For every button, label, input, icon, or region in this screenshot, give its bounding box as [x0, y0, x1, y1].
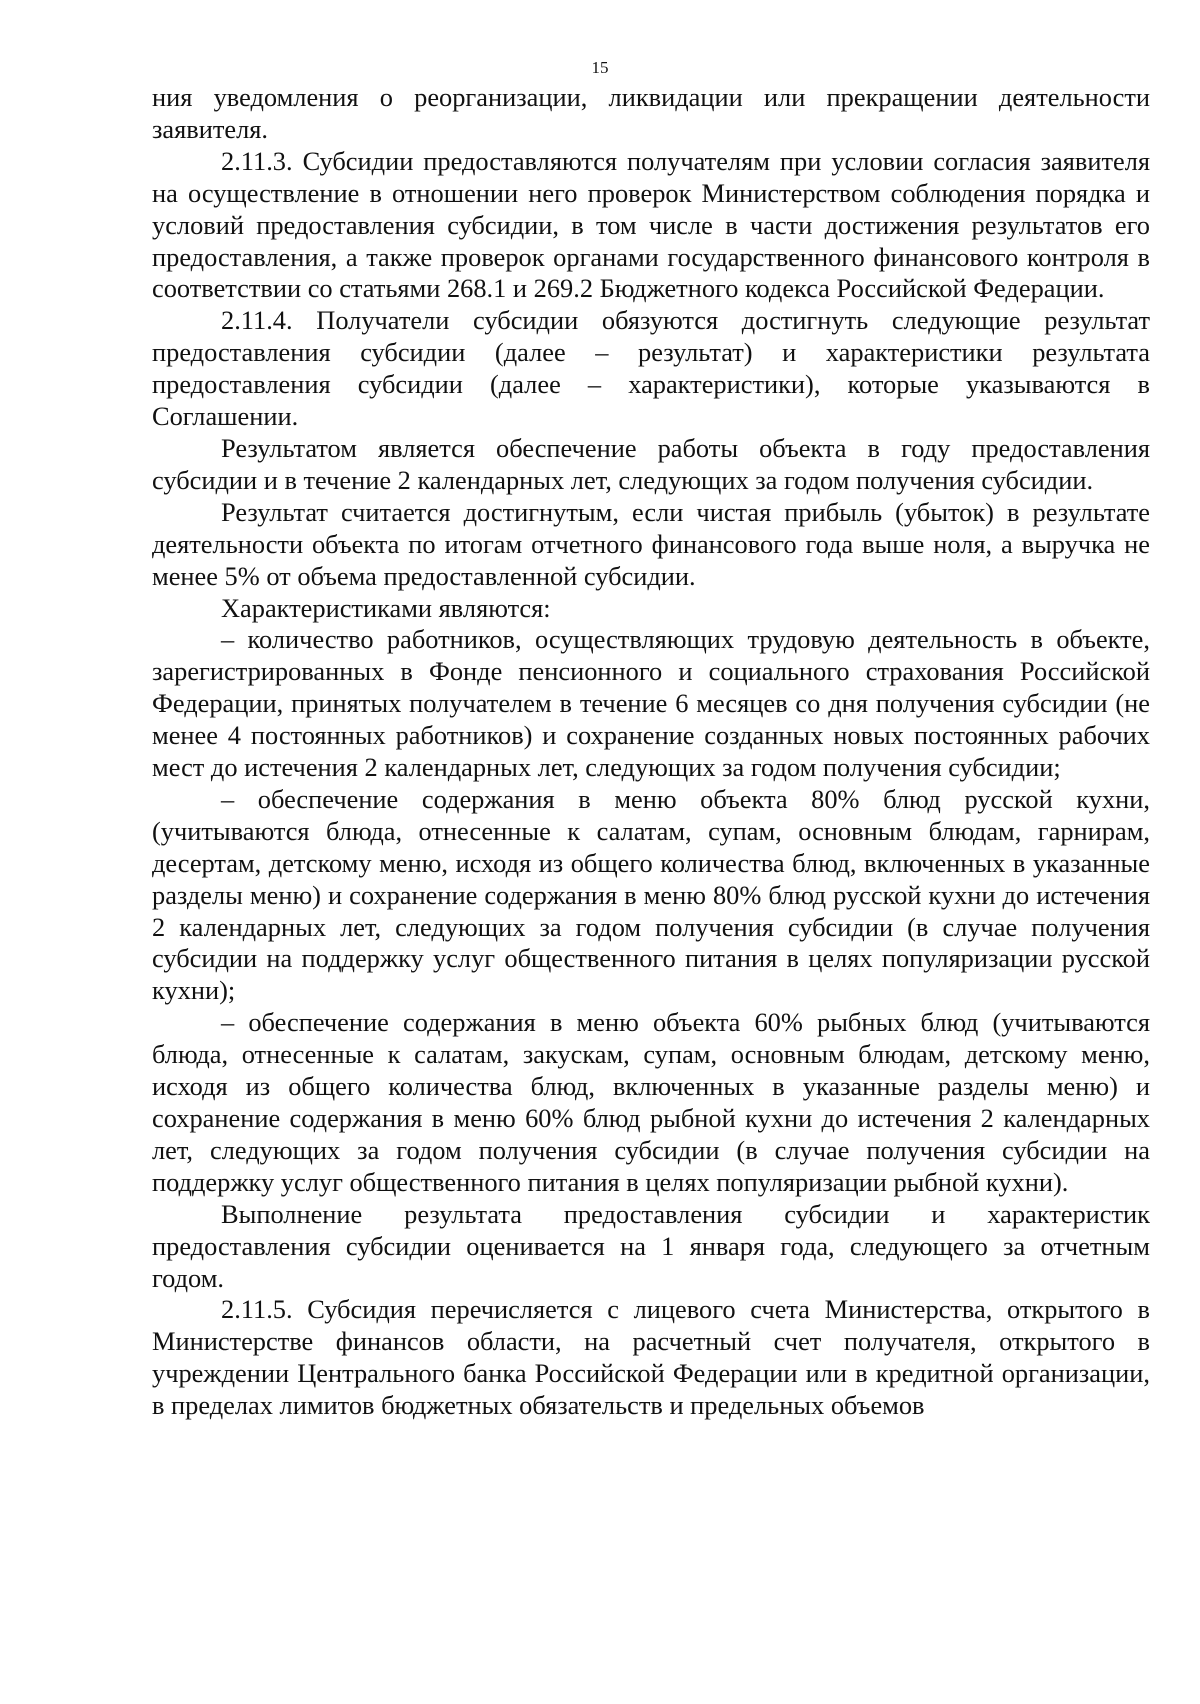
paragraph-result: Результатом является обеспечение работы объекта в году предоставления субсидии и в течение 2 календарных лет, следующих за годом получения субсидии.: [152, 432, 1150, 495]
list-item-russian-cuisine: – обеспечение содержания в меню объекта 80% блюд русской кухни, (учитываются блюда, отнесенные к салатам, супам, основным блюдам, гарнирам, десертам, детскому меню, исходя из общего количества блюд, включенных в указанные разделы меню) и сохранение содержания в меню 80% блюд русской кухни до истечения 2 календарных лет, следующих за годом получения субсидии (в случае получения субсидии на поддержку услуг общественного питания в целях популяризации русской кухни);: [152, 783, 1150, 1006]
paragraph-2-11-3: 2.11.3. Субсидии предоставляются получателям при условии согласия заявителя на осуществление в отношении него проверок Министерством соблюдения порядка и условий предоставления субсидии, в том числе в части достижения результатов его предоставления, а также проверок органами государственного финансового контроля в соответствии со статьями 268.1 и 269.2 Бюджетного кодекса Российской Федерации.: [152, 145, 1150, 304]
list-item-employees: – количество работников, осуществляющих трудовую деятельность в объекте, зарегистрированных в Фонде пенсионного и социального страхования Российской Федерации, принятых получателем в течение 6 месяцев со дня получения субсидии (не менее 4 постоянных работников) и сохранение созданных новых постоянных рабочих мест до истечения 2 календарных лет, следующих за годом получения субсидии;: [152, 624, 1150, 783]
paragraph-characteristics-heading: Характеристиками являются:: [221, 592, 551, 623]
document-body: [152, 82, 1150, 1422]
page-number: 15: [591, 58, 609, 77]
paragraph-2-11-5: 2.11.5. Субсидия перечисляется с лицевого счета Министерства, открытого в Министерстве финансов области, на расчетный счет получателя, открытого в учреждении Центрального банка Российской Федерации или в кредитной организации, в пределах лимитов бюджетных обязательств и предельных объемов: [152, 1294, 1150, 1421]
paragraph-continuation: ния уведомления о реорганизации, ликвидации или прекращении деятельности заявителя.: [152, 82, 1150, 144]
paragraph-2-11-4: 2.11.4. Получатели субсидии обязуются достигнуть следующие результат предоставления субсидии (далее – результат) и характеристики результата предоставления субсидии (далее – характеристики), которые указываются в Соглашении.: [152, 305, 1150, 432]
paragraph-result-achieved: Результат считается достигнутым, если чистая прибыль (убыток) в результате деятельности объекта по итогам отчетного финансового года выше ноля, а выручка не менее 5% от объема предоставленной субсидии.: [152, 496, 1150, 591]
paragraph-evaluation: Выполнение результата предоставления субсидии и характеристик предоставления субсидии оценивается на 1 января года, следующего за отчетным годом.: [152, 1198, 1150, 1293]
list-item-fish-dishes: – обеспечение содержания в меню объекта 60% рыбных блюд (учитываются блюда, отнесенные к салатам, закускам, супам, основным блюдам, детскому меню, исходя из общего количества блюд, включенных в указанные разделы меню) и сохранение содержания в меню 60% блюд рыбной кухни до истечения 2 календарных лет, следующих за годом получения субсидии (в случае получения субсидии на поддержку услуг общественного питания в целях популяризации рыбной кухни).: [152, 1007, 1150, 1197]
